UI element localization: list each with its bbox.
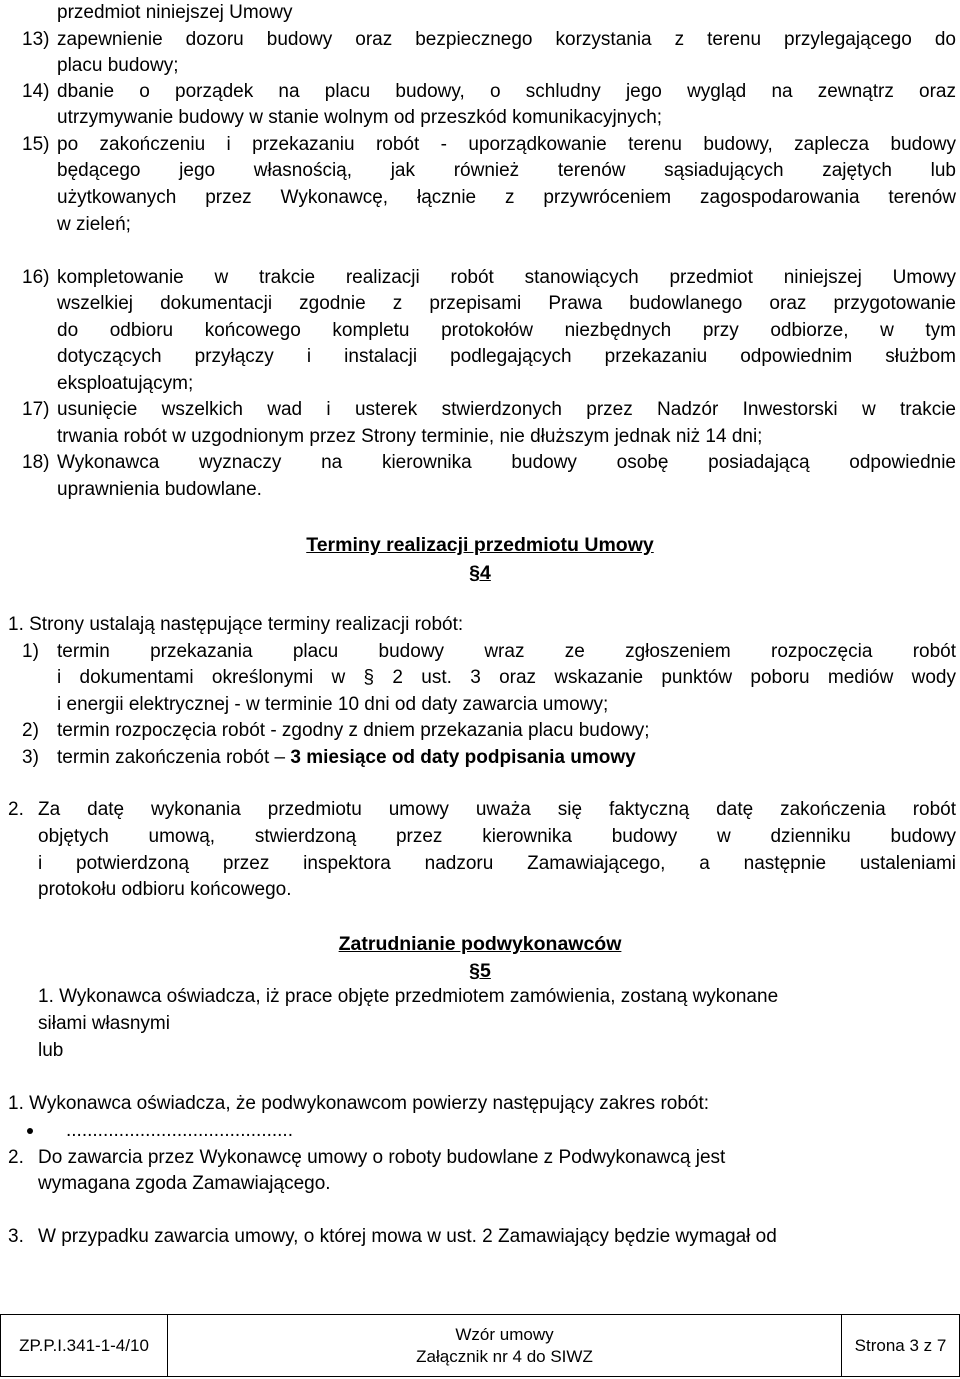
continuation-line: przedmiot niniejszej Umowy bbox=[57, 2, 293, 23]
bullet-icon bbox=[27, 1128, 33, 1134]
item-text-line: do odbioru końcowego kompletu protokołów niezbędnych przy odbiorze, w tym bbox=[57, 320, 956, 341]
bullet-text: ........................................... bbox=[66, 1120, 293, 1141]
paragraph-text-line: i potwierdzoną przez inspektora nadzoru Zamawiającego, a następnie ustaleniami bbox=[38, 853, 956, 874]
paragraph-text-line: protokołu odbioru końcowego. bbox=[38, 879, 292, 900]
paragraph-text-line: Za datę wykonania przedmiotu umowy uważa się faktyczną datę zakończenia robót bbox=[38, 799, 956, 820]
item-number: 17) bbox=[22, 399, 50, 420]
item-text-line: utrzymywanie budowy w stanie wolnym od przeszkód komunikacyjnych; bbox=[57, 107, 663, 128]
paragraph-text-line: Do zawarcia przez Wykonawcę umowy o roboty budowlane z Podwykonawcą jest bbox=[38, 1147, 726, 1168]
item-text-line: dotyczących przyłączy i instalacji podlegających przekazaniu odpowiednim służbom bbox=[57, 346, 956, 367]
paragraph-text-line: W przypadku zawarcia umowy, o której mowa w ust. 2 Zamawiający będzie wymagał od bbox=[38, 1226, 777, 1247]
footer-title-line2: Załącznik nr 4 do SIWZ bbox=[416, 1346, 593, 1366]
paragraph-text: 1. Strony ustalają następujące terminy realizacji robót: bbox=[8, 614, 464, 635]
item-number: 1) bbox=[22, 641, 39, 662]
page-footer bbox=[0, 1314, 960, 1378]
item-text-line: uprawnienia budowlane. bbox=[57, 479, 262, 500]
paragraph-sign: §5 bbox=[469, 960, 491, 982]
item-text-line: i energii elektrycznej - w terminie 10 dni od daty zawarcia umowy; bbox=[57, 694, 609, 715]
paragraph-number: 3. bbox=[8, 1226, 24, 1247]
item-text-line: wszelkiej dokumentacji zgodnie z przepisami Prawa budowlanego oraz przygotowanie bbox=[57, 293, 956, 314]
item-text-line: będącego jego własnością, jak również terenów sąsiadujących zajętych lub bbox=[57, 160, 956, 181]
item-text-line bbox=[57, 745, 636, 771]
item-text-line: dbanie o porządek na placu budowy, o schludny jego wygląd na zewnątrz oraz bbox=[57, 81, 956, 102]
footer-reference: ZP.P.I.341-1-4/10 bbox=[0, 1314, 168, 1377]
paragraph-text-line: lub bbox=[38, 1040, 64, 1061]
item-number: 14) bbox=[22, 81, 50, 102]
item-text-line: placu budowy; bbox=[57, 55, 179, 76]
item-text-line: Wykonawca wyznaczy na kierownika budowy osobę posiadającą odpowiednie bbox=[57, 452, 956, 473]
section-heading: Zatrudnianie podwykonawców bbox=[338, 933, 622, 955]
item-number: 3) bbox=[22, 747, 39, 768]
paragraph-text-line: wymagana zgoda Zamawiającego. bbox=[38, 1173, 331, 1194]
item-text-line: kompletowanie w trakcie realizacji robót stanowiących przedmiot niniejszej Umowy bbox=[57, 267, 956, 288]
item-number: 13) bbox=[22, 29, 50, 50]
item-text-line: i dokumentami określonymi w § 2 ust. 3 oraz wskazanie punktów poboru mediów wody bbox=[57, 667, 956, 688]
item-text-line: po zakończeniu i przekazaniu robót - uporządkowanie terenu budowy, zaplecza budowy bbox=[57, 134, 956, 155]
item-number: 15) bbox=[22, 134, 50, 155]
paragraph-text-line: siłami własnymi bbox=[38, 1013, 170, 1034]
item-text-line: w zieleń; bbox=[57, 214, 131, 235]
item-text-line: usunięcie wszelkich wad i usterek stwierdzonych przez Nadzór Inwestorski w trakcie bbox=[57, 399, 956, 420]
paragraph-text-line: objętych umową, stwierdzoną przez kierownika budowy w dzienniku budowy bbox=[38, 826, 956, 847]
item-number: 2) bbox=[22, 720, 39, 741]
item-number: 16) bbox=[22, 267, 50, 288]
paragraph-number: 2. bbox=[8, 1147, 24, 1168]
footer-title-line1: Wzór umowy bbox=[455, 1324, 554, 1344]
item-text-line: zapewnienie dozoru budowy oraz bezpiecznego korzystania z terenu przylegającego do bbox=[57, 29, 956, 50]
footer-title bbox=[167, 1314, 842, 1377]
paragraph-sign: §4 bbox=[469, 562, 491, 584]
footer-page-number: Strona 3 z 7 bbox=[841, 1314, 960, 1377]
paragraph-text-line: 1. Wykonawca oświadcza, iż prace objęte przedmiotem zamówienia, zostaną wykonane bbox=[38, 986, 779, 1007]
item-text-prefix: termin zakończenia robót – bbox=[57, 747, 291, 768]
item-number: 18) bbox=[22, 452, 50, 473]
item-text-line: termin przekazania placu budowy wraz ze zgłoszeniem rozpoczęcia robót bbox=[57, 641, 956, 662]
section-heading: Terminy realizacji przedmiotu Umowy bbox=[306, 534, 654, 556]
item-text-line: eksploatującym; bbox=[57, 373, 194, 394]
deadline-bold-text: 3 miesiące od daty podpisania umowy bbox=[290, 747, 636, 768]
item-text-line: termin rozpoczęcia robót - zgodny z dniem przekazania placu budowy; bbox=[57, 720, 650, 741]
item-text-line: użytkowanych przez Wykonawcę, łącznie z przywróceniem zagospodarowania terenów bbox=[57, 187, 956, 208]
paragraph-text-line: 1. Wykonawca oświadcza, że podwykonawcom powierzy następujący zakres robót: bbox=[8, 1093, 710, 1114]
paragraph-number: 2. bbox=[8, 799, 24, 820]
item-text-line: trwania robót w uzgodnionym przez Strony terminie, nie dłuższym jednak niż 14 dni; bbox=[57, 426, 763, 447]
